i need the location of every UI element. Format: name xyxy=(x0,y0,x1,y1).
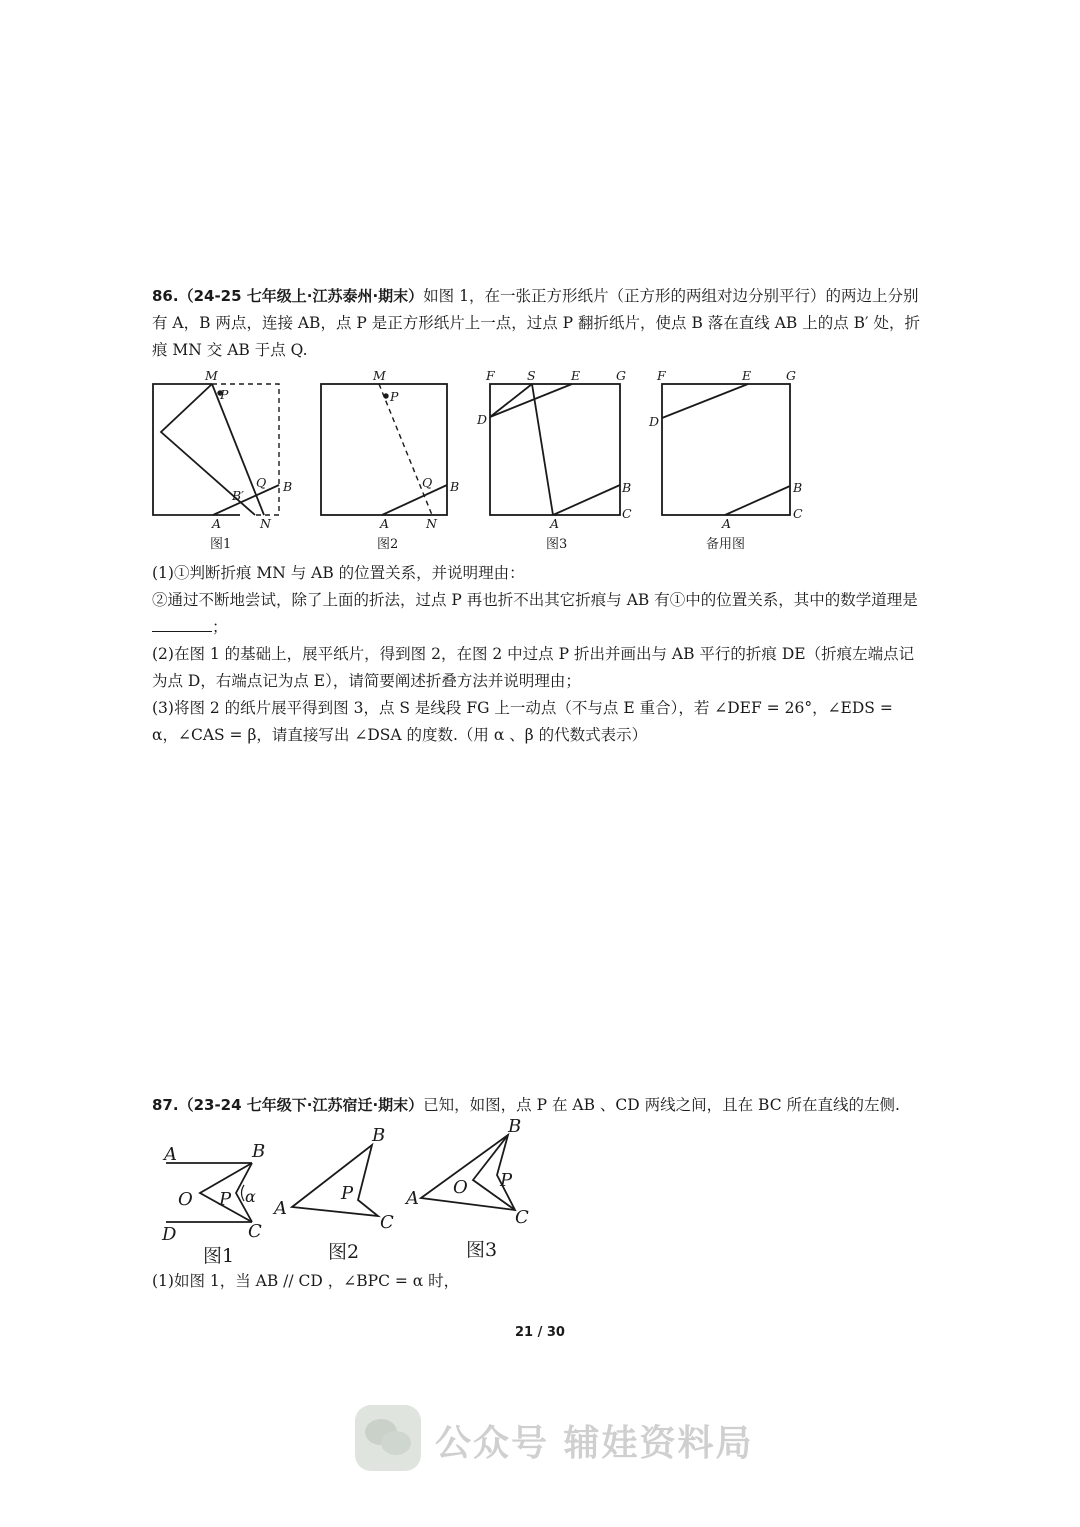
fig3-label-S: S xyxy=(527,368,536,383)
watermark xyxy=(355,1405,755,1485)
answer-blank[interactable] xyxy=(152,615,212,632)
fig3-label-E: E xyxy=(571,368,581,383)
fig2-label-P: P xyxy=(390,389,399,404)
fig1-segment-AB xyxy=(213,485,279,515)
q86-part2: (2)在图 1 的基础上，展平纸片，得到图 2，在图 2 中过点 P 折出并画出与 AB 平行的折痕 DE（折痕左端点记为点 D，右端点记为点 E），请简要阐述折叠方法并说明理由； xyxy=(152,645,915,690)
question-source: （23-24 七年级下·江苏宿迁·期末） xyxy=(178,1096,424,1114)
q87-fig1-angle-arc xyxy=(242,1185,245,1201)
question-text: 已知，如图，点 P 在 AB 、CD 两线之间，且在 BC 所在直线的左侧. xyxy=(423,1096,900,1114)
question-number: 86. xyxy=(152,287,179,305)
q87-fig3-label-O: O xyxy=(453,1177,468,1198)
fig4-label-C: C xyxy=(793,506,803,521)
q86-part1-b xyxy=(152,587,922,641)
fig4-label-E: E xyxy=(742,368,752,383)
fig2-point-P xyxy=(384,394,388,398)
q87-fig3-caption: 图3 xyxy=(466,1239,498,1261)
fig3-segment-SA xyxy=(532,384,553,515)
q87-fig3-label-A: A xyxy=(406,1188,419,1209)
fig3-label-G: G xyxy=(616,368,626,383)
fig4-label-F: F xyxy=(657,368,666,383)
q87-fig2-label-C: C xyxy=(380,1212,394,1233)
fig4-label-B: B xyxy=(793,480,803,495)
fig1-label-N: N xyxy=(260,516,271,531)
question-text: 如图 1，在一张正方形纸片（正方形的两组对边分别平行）的两边上分别有 A，B 两点，连接 AB，点 P 是正方形纸片上一点，过点 P 翻折纸片，使点 B 落在直线 AB 上的点 B′ 处，折痕 MN 交 AB 于点 Q. xyxy=(152,287,920,359)
q86-figure-3 xyxy=(490,384,620,515)
q86-figure-1 xyxy=(153,384,279,515)
fig3-label-B: B xyxy=(622,480,632,495)
q87-fig1-label-A: A xyxy=(164,1144,177,1165)
q87-fig3-label-P: P xyxy=(500,1170,513,1191)
fig4-caption: 备用图 xyxy=(706,537,746,552)
fig2-label-M: M xyxy=(373,368,386,383)
fig2-label-B: B xyxy=(450,479,460,494)
fig2-square xyxy=(321,384,447,515)
q87-fig1-label-B: B xyxy=(252,1141,266,1162)
q87-fig1-label-P: P xyxy=(219,1189,232,1210)
fig4-label-G: G xyxy=(786,368,796,383)
fig1-label-A: A xyxy=(212,516,222,531)
q87-fig2-label-A: A xyxy=(274,1198,287,1219)
fig2-caption: 图2 xyxy=(377,537,399,552)
q87-fig3-label-B: B xyxy=(508,1116,522,1137)
fig2-label-N: N xyxy=(426,516,437,531)
question-86-parts xyxy=(152,560,922,749)
q87-fig1-label-alpha: α xyxy=(245,1187,256,1206)
q86-figure-2 xyxy=(321,384,447,515)
q86-part1-a: (1)①判断折痕 MN 与 AB 的位置关系，并说明理由： xyxy=(152,564,525,582)
q87-fig3-label-C: C xyxy=(515,1207,529,1228)
question-87-part1 xyxy=(152,1268,922,1295)
fig4-label-D: D xyxy=(649,414,660,429)
fig3-label-C: C xyxy=(622,506,632,521)
q87-fig2-caption: 图2 xyxy=(328,1241,360,1263)
fig1-label-P: P xyxy=(220,387,229,402)
fig4-label-A: A xyxy=(722,516,732,531)
fig3-label-D: D xyxy=(477,412,488,427)
fig1-label-B-prime: B′ xyxy=(232,488,245,503)
fig3-segment-DS xyxy=(490,384,532,417)
fig3-caption: 图3 xyxy=(546,537,568,552)
fig3-label-F: F xyxy=(486,368,495,383)
fig2-label-A: A xyxy=(380,516,390,531)
q87-figure-2 xyxy=(292,1145,378,1216)
fig3-label-A: A xyxy=(550,516,560,531)
question-number: 87. xyxy=(152,1096,179,1114)
q86-part1-b-end: ； xyxy=(212,618,228,636)
question-source: （24-25 七年级上·江苏泰州·期末） xyxy=(178,287,424,305)
fig1-label-Q: Q xyxy=(256,475,267,490)
q86-part1-b-text: ②通过不断地尝试，除了上面的折法，过点 P 再也折不出其它折痕与 AB 有①中的位置关系，其中的数学道理是 xyxy=(152,591,918,609)
fig2-segment-AB xyxy=(382,485,447,515)
q87-part1-text: (1)如图 1，当 AB // CD ，∠BPC = α 时， xyxy=(152,1272,460,1290)
q87-fig1-label-O: O xyxy=(178,1189,193,1210)
q87-fig2-quadrilateral xyxy=(292,1145,378,1216)
fig1-label-B: B xyxy=(283,479,293,494)
watermark-text: 公众号 辅娃资料局 xyxy=(435,1423,754,1464)
q86-part3: (3)将图 2 的纸片展平得到图 3，点 S 是线段 FG 上一动点（不与点 E 重合），若 ∠DEF = 26°，∠EDS = α，∠CAS = β，请直接写出 ∠DSA 的度数.（用 α 、β 的代数式表示） xyxy=(152,699,893,744)
fig2-label-Q: Q xyxy=(422,475,433,490)
fig3-square xyxy=(490,384,620,515)
q87-fig2-label-P: P xyxy=(341,1183,354,1204)
fig1-square-outline xyxy=(153,384,240,515)
wechat-icon xyxy=(355,1405,421,1471)
fig4-segment-AB xyxy=(725,486,790,515)
question-87-stem xyxy=(152,1092,922,1119)
q87-fig2-label-B: B xyxy=(372,1125,386,1146)
q87-fig1-caption: 图1 xyxy=(203,1245,235,1267)
fig4-segment-DE xyxy=(662,384,748,418)
fig3-segment-DE xyxy=(490,384,572,417)
page-number: 21 / 30 xyxy=(515,1325,565,1340)
q87-fig1-label-C: C xyxy=(248,1221,262,1242)
fig1-dashed-edge xyxy=(212,384,279,515)
fig1-caption: 图1 xyxy=(210,537,232,552)
fig3-segment-AB xyxy=(553,485,620,515)
q87-fig1-label-D: D xyxy=(162,1224,177,1245)
q86-figure-backup xyxy=(662,384,790,515)
fig1-label-M: M xyxy=(205,368,218,383)
